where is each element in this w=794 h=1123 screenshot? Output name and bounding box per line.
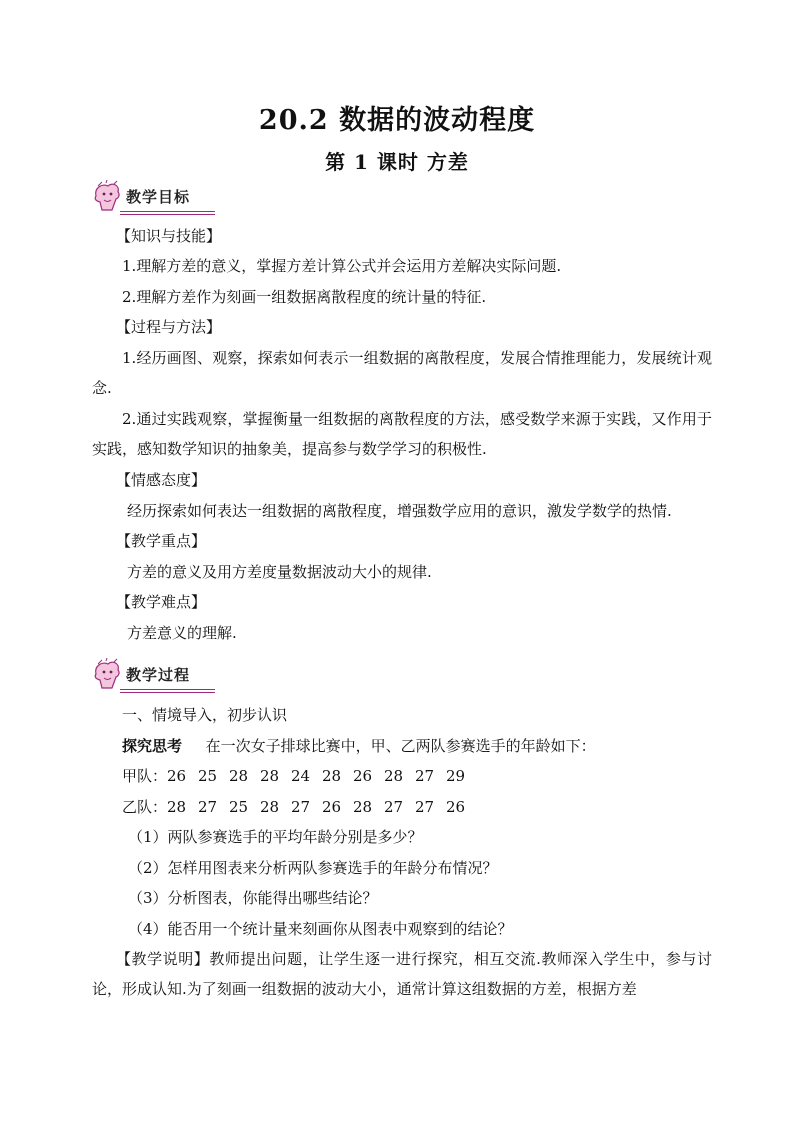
question-3: （3）分析图表，你能得出哪些结论？ [128,889,378,907]
key-text: 方差的意义及用方差度量数据波动大小的规律. [127,563,432,581]
difficult-heading: 【教学难点】 [116,593,207,611]
section-label: 教学目标 [126,188,191,206]
team-b-label: 乙队： [122,798,168,816]
section-badge-process [90,658,216,692]
team-b-ages [167,798,477,816]
age-value: 24 [291,767,311,785]
team-b-row [122,792,477,822]
method-item-1: 1.经历画图、观察，探索如何表示一组数据的离散程度，发展合情推理能力，发展统计观念. [92,349,712,397]
explore-line [122,731,596,761]
question-2: （2）怎样用图表来分析两队参赛选手的年龄分布情况？ [128,859,498,877]
age-value: 26 [353,767,373,785]
team-a-label: 甲队： [122,767,168,785]
age-value: 27 [384,798,404,816]
age-value: 28 [353,798,373,816]
attitude-heading: 【情感态度】 [116,471,207,489]
age-value: 27 [415,767,435,785]
explore-text: 在一次女子排球比赛中，甲、乙两队参赛选手的年龄如下： [205,737,596,755]
attitude-text: 经历探索如何表达一组数据的离散程度，增强数学应用的意识，激发学数学的热情. [127,502,672,520]
question-1: （1）两队参赛选手的平均年龄分别是多少？ [128,828,423,846]
page-subtitle: 第 1 课时 方差 [325,150,469,174]
section-badge-goals [90,180,216,214]
age-value: 27 [198,798,218,816]
knowledge-item-1: 1.理解方差的意义，掌握方差计算公式并会运用方差解决实际问题. [122,257,562,275]
age-value: 26 [446,798,466,816]
question-4: （4）能否用一个统计量来刻画你从图表中观察到的结论？ [128,920,513,938]
age-value: 25 [198,767,218,785]
age-value: 28 [229,767,249,785]
age-value: 27 [291,798,311,816]
knowledge-item-2: 2.理解方差作为刻画一组数据离散程度的统计量的特征. [122,288,487,306]
age-value: 28 [167,798,187,816]
age-value: 28 [322,767,342,785]
page-title: 20.2 数据的波动程度 [258,105,536,136]
age-value: 26 [322,798,342,816]
method-heading: 【过程与方法】 [116,318,222,336]
age-value: 28 [260,767,280,785]
age-value: 28 [384,767,404,785]
process-step-1: 一、情境导入，初步认识 [122,706,288,724]
difficult-text: 方差意义的理解. [127,624,237,642]
explore-label: 探究思考 [122,737,183,755]
team-a-ages [167,767,477,785]
team-a-row [122,761,477,791]
section-label: 教学过程 [126,666,191,684]
age-value: 29 [446,767,466,785]
key-heading: 【教学重点】 [116,532,207,550]
age-value: 25 [229,798,249,816]
age-value: 28 [260,798,280,816]
teaching-note-label: 【教学说明】 [116,950,210,968]
method-item-2: 2.通过实践观察，掌握衡量一组数据的离散程度的方法，感受数学来源于实践，又作用于实践，感知数学知识的抽象美，提高参与数学学习的积极性. [92,410,712,458]
teaching-note-text: 教师提出问题，让学生逐一进行探究，相互交流.教师深入学生中，参与讨论，形成认知.为了刻画一组数据的波动大小，通常计算这组数据的方差，根据方差 [92,950,712,998]
age-value: 27 [415,798,435,816]
teaching-note [92,944,712,1004]
age-value: 26 [167,767,187,785]
knowledge-heading: 【知识与技能】 [116,227,222,245]
